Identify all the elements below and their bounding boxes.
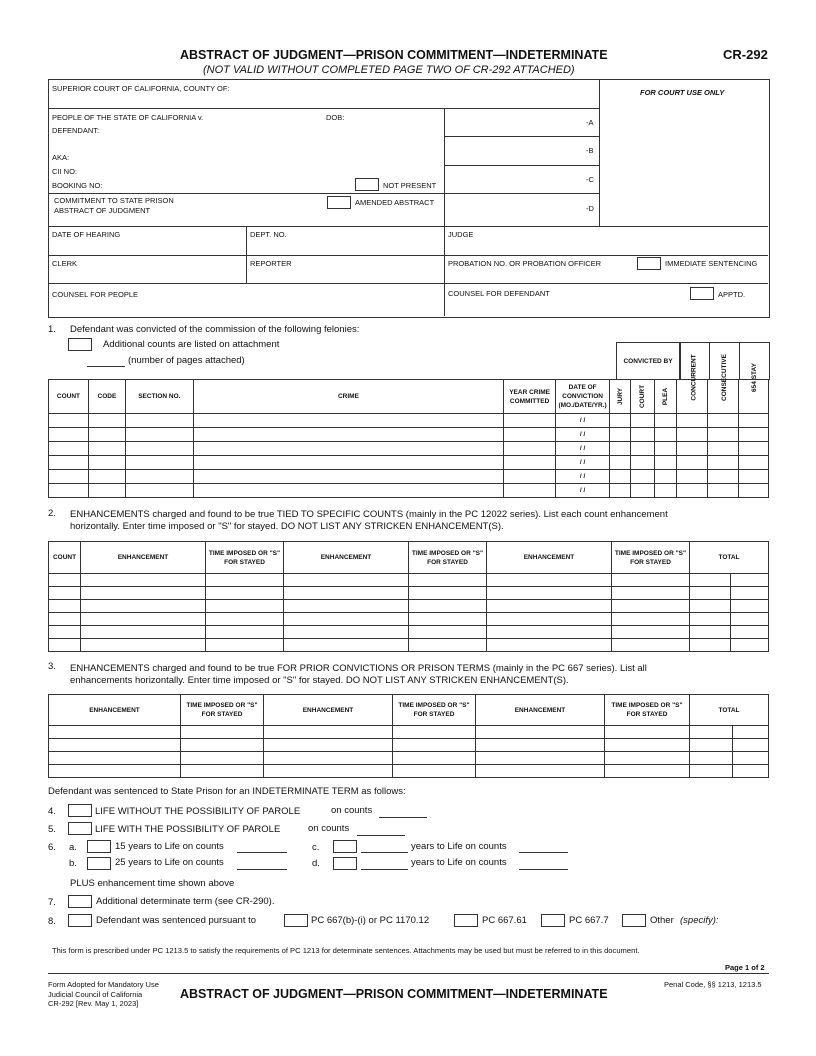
not-present-label: NOT PRESENT [383, 181, 437, 190]
lwp-label: LIFE WITH THE POSSIBILITY OF PAROLE [95, 824, 281, 835]
apptd-label: APPTD. [718, 290, 746, 299]
suffix-d: -D [586, 204, 594, 213]
col-concurrent: CONCURRENT [690, 354, 698, 401]
plus-enhancement-label: PLUS enhancement time shown above [70, 878, 235, 889]
item6b-label: 25 years to Life on counts [115, 857, 224, 868]
item6-a: a. [69, 842, 77, 853]
reporter-label: REPORTER [250, 259, 292, 268]
county-input[interactable] [52, 94, 596, 106]
booking-label: BOOKING NO: [52, 181, 103, 190]
section2-text-2: horizontally. Enter time imposed or "S" for stayed. DO NOT LIST ANY STRICKEN ENHANCEMENT(S). [70, 521, 504, 532]
penal-code-ref: Penal Code, §§ 1213, 1213.5 [664, 980, 762, 989]
table-row [49, 739, 769, 752]
col-654-stay: 654 STAY [750, 363, 758, 392]
counsel-def-label: COUNSEL FOR DEFENDANT [448, 289, 550, 298]
dob-label: DOB: [326, 113, 345, 122]
table-row: / / [49, 456, 769, 470]
lwp-checkbox[interactable] [68, 822, 92, 835]
table-row [49, 639, 769, 652]
table-row [49, 752, 769, 765]
form-title: ABSTRACT OF JUDGMENT—PRISON COMMITMENT—INDETERMINATE [180, 48, 608, 62]
table-row [49, 726, 769, 739]
enhancements-priors-table: ENHANCEMENT TIME IMPOSED OR "S" FOR STAYED ENHANCEMENT TIME IMPOSED OR "S" FOR STAYED ENHANCEMENT TIME IMPOSED OR "S" FOR STAYED TOTAL [48, 694, 769, 778]
additional-counts-checkbox[interactable] [68, 338, 92, 351]
table-row [49, 613, 769, 626]
item7-label: Additional determinate term (see CR-290). [96, 896, 275, 907]
table-row [49, 600, 769, 613]
probation-label: PROBATION NO. OR PROBATION OFFICER [448, 259, 602, 268]
lwop-counts-label: on counts [331, 805, 373, 816]
item7-checkbox[interactable] [68, 895, 92, 908]
enhancements-counts-table: COUNT ENHANCEMENT TIME IMPOSED OR "S" FOR STAYED ENHANCEMENT TIME IMPOSED OR "S" FOR STAYED ENHANCEMENT TIME IMPOSED OR "S" FOR STAYED TOTAL [48, 541, 769, 652]
item6a-checkbox[interactable] [87, 840, 111, 853]
counsel-people-label: COUNSEL FOR PEOPLE [52, 290, 138, 299]
section3-text-2: enhancements horizontally. Enter time imposed or "S" for stayed. DO NOT LIST ANY STRICKEN ENHANCEMENT(S). [70, 675, 569, 686]
form-subtitle: (NOT VALID WITHOUT COMPLETED PAGE TWO OF CR-292 ATTACHED) [203, 64, 575, 76]
other-specify-label: (specify): [680, 915, 719, 926]
section3-number: 3. [48, 661, 56, 672]
adopted-line-1: Form Adopted for Mandatory Use [48, 980, 159, 989]
item8-checkbox[interactable] [68, 914, 92, 927]
col-jury: JURY [616, 387, 624, 406]
table-row [49, 765, 769, 778]
item6b-checkbox[interactable] [87, 857, 111, 870]
table-row [49, 587, 769, 600]
col-crime: CRIME [193, 380, 503, 414]
item6-c: c. [312, 842, 320, 853]
table-row: / / [49, 414, 769, 428]
item5-number: 5. [48, 824, 56, 835]
court-use-label: FOR COURT USE ONLY [640, 88, 725, 97]
item6c-checkbox[interactable] [333, 840, 357, 853]
dept-label: DEPT. NO. [250, 230, 287, 239]
section1-number: 1. [48, 324, 56, 335]
pc66761-label: PC 667.61 [482, 915, 527, 926]
clerk-label: CLERK [52, 259, 78, 268]
page-number: Page 1 of 2 [725, 963, 765, 972]
amended-checkbox[interactable] [327, 196, 351, 209]
section2-text-1: ENHANCEMENTS charged and found to be true TIED TO SPECIFIC COUNTS (mainly in the PC 12022 series). List each count enhancement [70, 509, 668, 520]
people-v-label: PEOPLE OF THE STATE OF CALIFORNIA v. [52, 113, 204, 122]
item6a-label: 15 years to Life on counts [115, 841, 224, 852]
col-section: SECTION NO. [125, 380, 193, 414]
lwp-counts-label: on counts [308, 823, 350, 834]
suffix-c: -C [586, 175, 594, 184]
item6-number: 6. [48, 842, 56, 853]
aka-label: AKA: [52, 153, 70, 162]
not-present-checkbox[interactable] [355, 178, 379, 191]
item7-number: 7. [48, 897, 56, 908]
cii-label: CII NO: [52, 167, 78, 176]
col-consecutive: CONSECUTIVE [720, 354, 728, 401]
felonies-table [48, 379, 769, 498]
apptd-checkbox[interactable] [690, 287, 714, 300]
table-row [49, 574, 769, 587]
suffix-a: -A [586, 118, 594, 127]
indeterminate-intro: Defendant was sentenced to State Prison for an INDETERMINATE TERM as follows: [48, 786, 406, 797]
table-row: / / [49, 470, 769, 484]
table-row [49, 626, 769, 639]
pc66761-checkbox[interactable] [454, 914, 478, 927]
section1-text: Defendant was convicted of the commission of the following felonies: [70, 324, 360, 335]
item6-d: d. [312, 858, 320, 869]
abstract-label: ABSTRACT OF JUDGMENT [54, 206, 151, 215]
commitment-label: COMMITMENT TO STATE PRISON [54, 196, 174, 205]
immediate-label: IMMEDIATE SENTENCING [665, 259, 758, 268]
adopted-line-2: Judicial Council of California [48, 990, 143, 999]
additional-counts-label: Additional counts are listed on attachment [103, 339, 280, 350]
item6d-checkbox[interactable] [333, 857, 357, 870]
convicted-by-header: CONVICTED BY [623, 358, 673, 365]
date-hearing-label: DATE OF HEARING [52, 230, 121, 239]
section2-number: 2. [48, 508, 56, 519]
pc6677-label: PC 667.7 [569, 915, 609, 926]
other-label: Other [650, 915, 674, 926]
footer-note: This form is prescribed under PC 1213.5 to satisfy the requirements of PC 1213 for determinate sentences. Attachments may be used but must be referred to in this document. [52, 946, 640, 955]
col-year: YEAR CRIME COMMITTED [504, 380, 556, 414]
item8-label: Defendant was sentenced pursuant to [96, 915, 257, 926]
judge-label: JUDGE [448, 230, 474, 239]
item4-number: 4. [48, 806, 56, 817]
other-checkbox[interactable] [622, 914, 646, 927]
table-row: / / [49, 484, 769, 498]
court-label: SUPERIOR COURT OF CALIFORNIA, COUNTY OF: [52, 84, 230, 93]
suffix-b: -B [586, 146, 594, 155]
footer-title: ABSTRACT OF JUDGMENT—PRISON COMMITMENT—INDETERMINATE [180, 987, 608, 1001]
table-row: / / [49, 442, 769, 456]
lwop-label: LIFE WITHOUT THE POSSIBILITY OF PAROLE [95, 806, 301, 817]
lwop-checkbox[interactable] [68, 804, 92, 817]
item8-number: 8. [48, 916, 56, 927]
item6d-label: years to Life on counts [411, 857, 507, 868]
pc667-label: PC 667(b)-(i) or PC 1170.12 [311, 915, 430, 926]
col-plea: PLEA [662, 387, 670, 406]
immediate-checkbox[interactable] [637, 257, 661, 270]
col-court: COURT [639, 384, 647, 409]
amended-label: AMENDED ABSTRACT [355, 198, 435, 207]
adopted-line-3: CR-292 [Rev. May 1, 2023] [48, 999, 139, 1008]
item6c-label: years to Life on counts [411, 841, 507, 852]
section3-text-1: ENHANCEMENTS charged and found to be true FOR PRIOR CONVICTIONS OR PRISON TERMS (mainly in the PC 667 series). List all [70, 663, 647, 674]
col-code: CODE [88, 380, 125, 414]
table-row: / / [49, 428, 769, 442]
defendant-label: DEFENDANT: [52, 126, 100, 135]
form-code: CR-292 [723, 47, 768, 62]
pc667-checkbox[interactable] [284, 914, 308, 927]
pages-attached-label: (number of pages attached) [128, 355, 245, 366]
col-count: COUNT [49, 380, 89, 414]
item6-b: b. [69, 858, 77, 869]
col-date: DATE OF CONVICTION (MO./DATE/YR.) [556, 380, 610, 414]
pc6677-checkbox[interactable] [541, 914, 565, 927]
